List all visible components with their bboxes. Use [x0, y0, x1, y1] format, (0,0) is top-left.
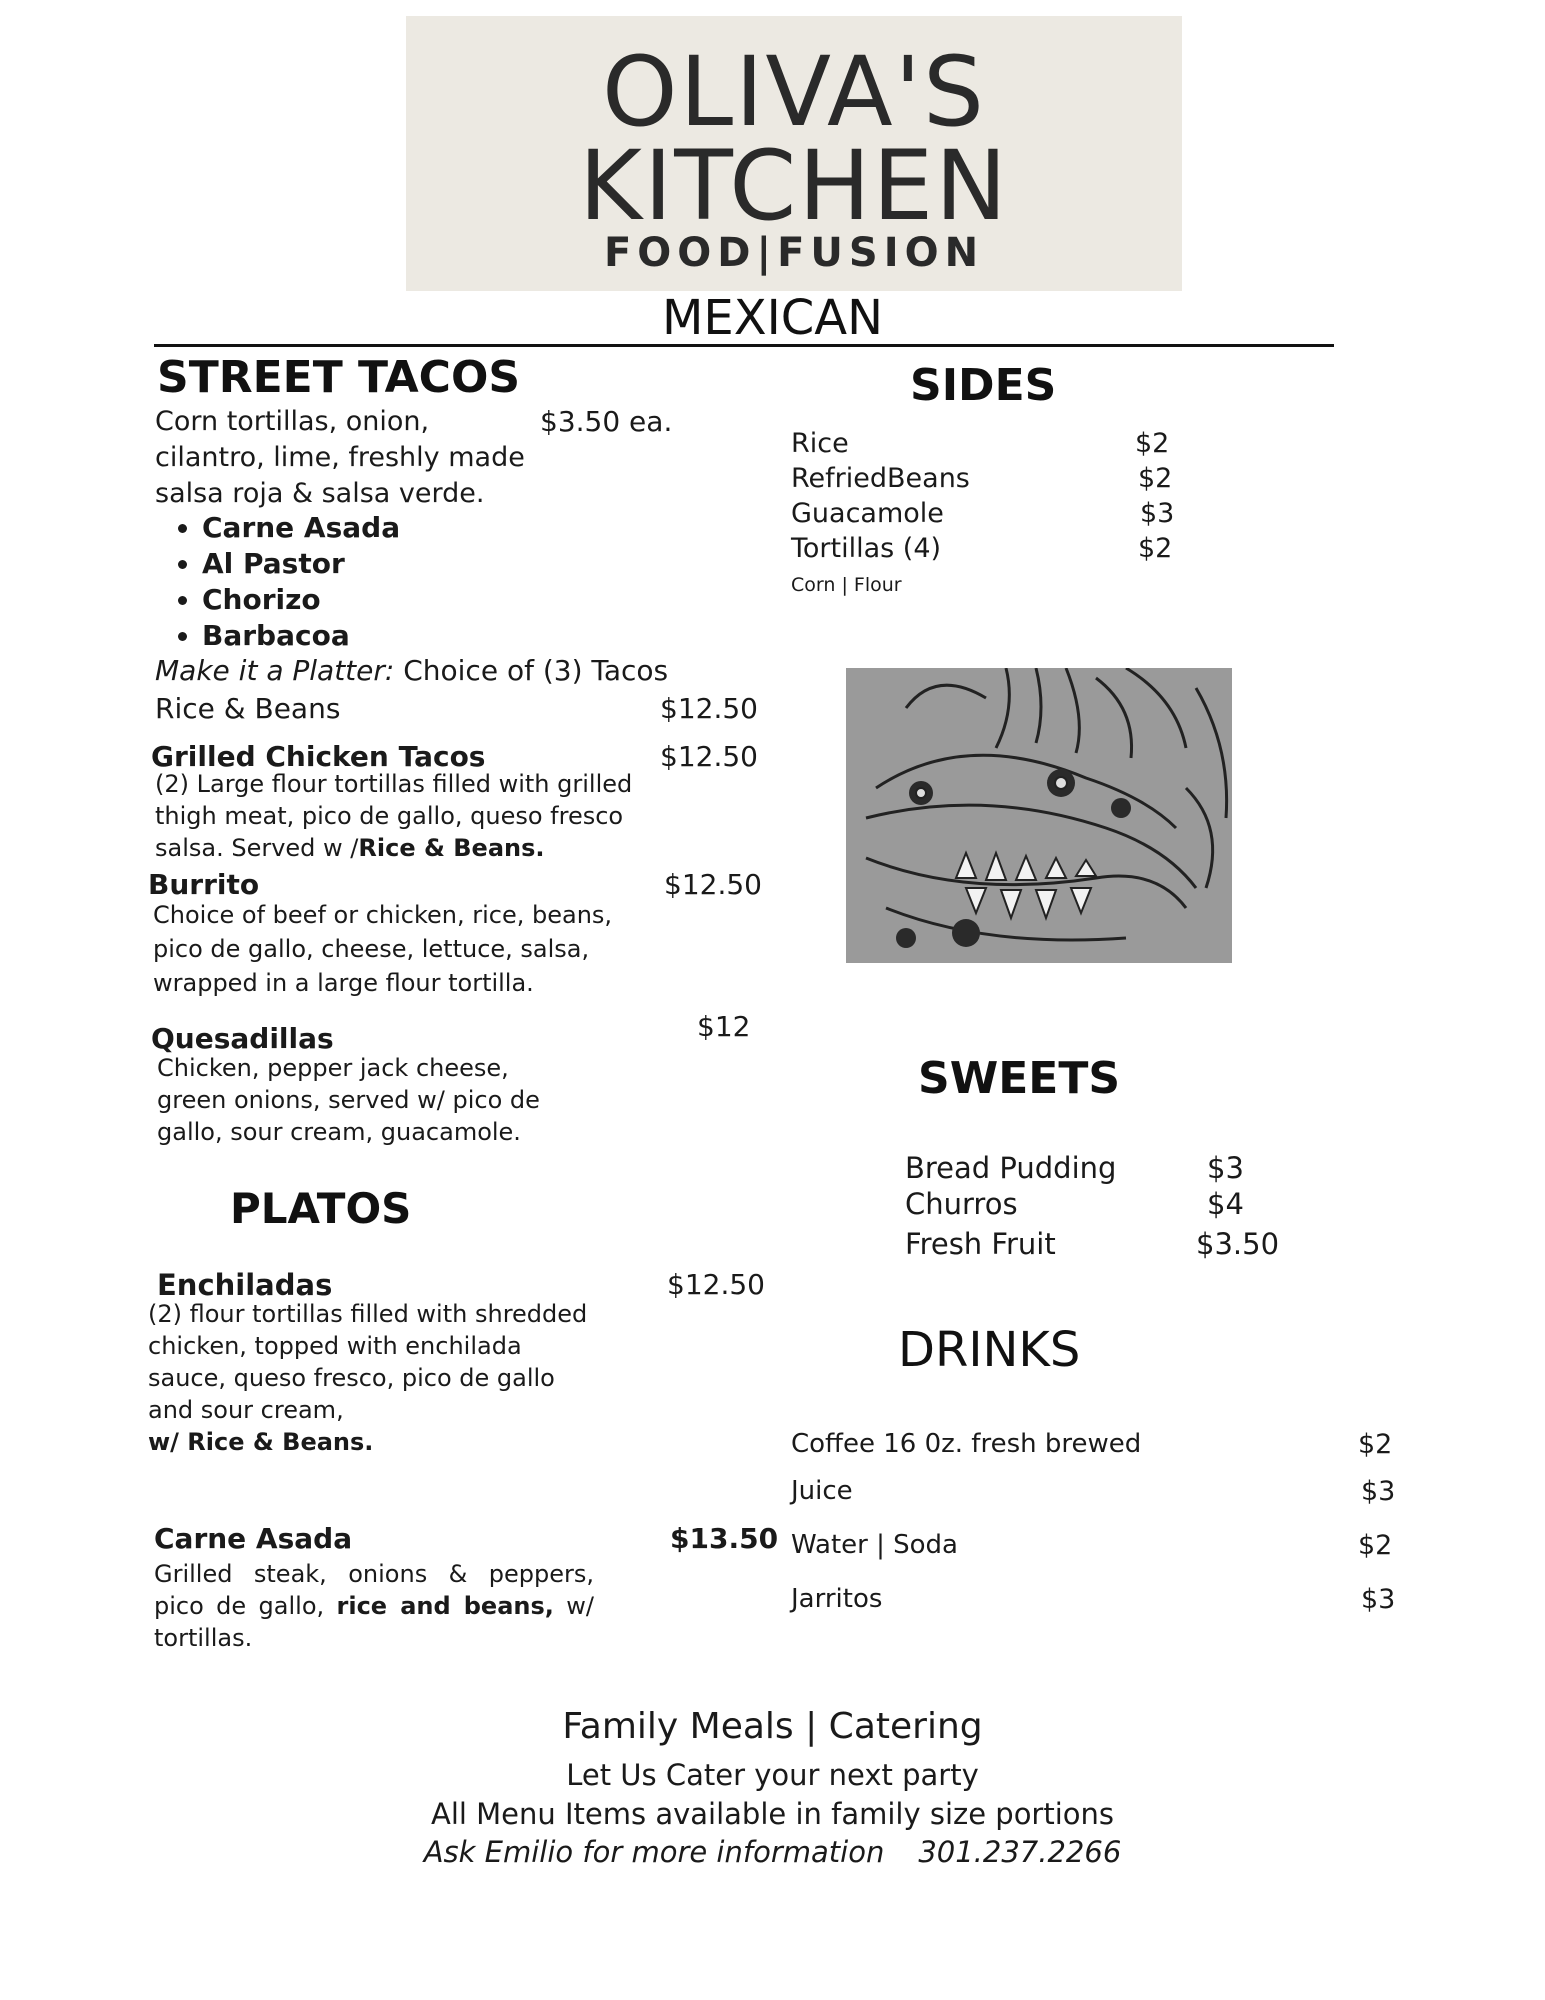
sweet-price: $3 — [1207, 1151, 1244, 1185]
platos-heading: PLATOS — [230, 1184, 412, 1233]
catering-line-2: All Menu Items available in family size portions — [430, 1797, 1115, 1831]
catering-title: Family Meals | Catering — [562, 1706, 983, 1747]
sweet-price: $3.50 — [1196, 1227, 1280, 1261]
title-divider — [154, 344, 1334, 347]
description-line: gallo, sour cream, guacamole. — [157, 1118, 521, 1146]
description-line: (2) Large flour tortillas filled with grilled — [155, 770, 633, 798]
cuisine-title: MEXICAN — [661, 290, 884, 346]
logo-tagline: FOOD|FUSION — [603, 230, 985, 276]
contact-text: Ask Emilio for more information — [423, 1835, 885, 1869]
description-line: green onions, served w/ pico de — [157, 1086, 540, 1114]
serpent-drawing — [846, 668, 1232, 963]
description-line: and sour cream, — [148, 1396, 344, 1424]
tortilla-options-note: Corn | Flour — [791, 574, 902, 596]
carne-asada-plato-description — [154, 1558, 594, 1654]
description-line — [155, 832, 675, 864]
description-line: (2) flour tortillas filled with shredded — [148, 1300, 588, 1328]
enchiladas-name: Enchiladas — [157, 1268, 333, 1302]
sweet-name: Bread Pudding — [905, 1151, 1117, 1185]
logo-line-2: KITCHEN — [579, 130, 1009, 242]
platter-option — [155, 654, 668, 687]
quesadillas-price: $12 — [697, 1010, 751, 1043]
grilled-chicken-tacos-price: $12.50 — [660, 740, 758, 773]
description-line: pico de gallo, cheese, lettuce, salsa, — [153, 935, 590, 963]
description-line: thigh meat, pico de gallo, queso fresco — [155, 802, 624, 830]
description-line: wrapped in a large flour tortilla. — [153, 969, 534, 997]
description-bold: rice and beans, — [336, 1592, 554, 1620]
drink-price: $2 — [1358, 1530, 1393, 1561]
description-line: tortillas. — [154, 1624, 253, 1652]
description-text: pico de gallo, — [154, 1592, 337, 1620]
description-line: Grilled steak, onions & peppers, — [154, 1560, 594, 1588]
platter-text: Choice of (3) Tacos — [394, 654, 669, 687]
list-item: • Barbacoa — [202, 618, 400, 654]
description-line: sauce, queso fresco, pico de gallo — [148, 1364, 555, 1392]
sweet-name: Fresh Fruit — [905, 1227, 1056, 1261]
grilled-chicken-tacos-description — [155, 768, 675, 864]
side-name: RefriedBeans — [791, 463, 970, 494]
platter-price: $12.50 — [660, 692, 758, 725]
grilled-chicken-tacos-name: Grilled Chicken Tacos — [151, 740, 486, 773]
drink-name: Jarritos — [791, 1584, 883, 1614]
restaurant-logo — [406, 16, 1182, 291]
drinks-heading: DRINKS — [898, 1322, 1081, 1378]
list-item: • Chorizo — [202, 582, 400, 618]
description-bold: Rice & Beans. — [358, 834, 545, 862]
description-text: salsa. Served w / — [155, 834, 359, 862]
side-name: Guacamole — [791, 498, 944, 529]
quesadillas-description — [157, 1052, 577, 1148]
street-tacos-desc-line: Corn tortillas, onion, — [155, 406, 430, 437]
enchiladas-description — [148, 1298, 628, 1458]
burrito-price: $12.50 — [664, 868, 762, 901]
drink-price: $2 — [1358, 1429, 1393, 1460]
description-line: Choice of beef or chicken, rice, beans, — [153, 901, 613, 929]
side-name: Rice — [791, 428, 849, 459]
description-line: chicken, topped with enchilada — [148, 1332, 522, 1360]
catering-line-1: Let Us Cater your next party — [566, 1758, 979, 1792]
burrito-description — [153, 898, 653, 1000]
list-item: • Carne Asada — [202, 510, 400, 546]
street-tacos-desc-line: salsa roja & salsa verde. — [155, 478, 485, 509]
description-text: w/ — [553, 1592, 594, 1620]
quesadillas-name: Quesadillas — [151, 1022, 334, 1055]
street-tacos-heading: STREET TACOS — [157, 352, 521, 403]
sweet-price: $4 — [1207, 1187, 1244, 1221]
side-price: $2 — [1135, 428, 1170, 459]
list-item: • Al Pastor — [202, 546, 400, 582]
platter-rice-beans: Rice & Beans — [155, 692, 341, 725]
taco-fillings-list — [152, 510, 400, 654]
phone-number: 301.237.2266 — [918, 1835, 1122, 1869]
side-price: $2 — [1138, 533, 1173, 564]
carne-asada-plato-price: $13.50 — [670, 1522, 779, 1555]
drink-name: Juice — [791, 1476, 853, 1506]
drink-name: Coffee 16 0z. fresh brewed — [791, 1429, 1142, 1459]
sides-heading: SIDES — [910, 360, 1057, 411]
street-tacos-description — [155, 404, 595, 512]
description-line: Chicken, pepper jack cheese, — [157, 1054, 509, 1082]
description-line — [154, 1590, 594, 1622]
aztec-serpent-image — [846, 668, 1232, 963]
platter-label: Make it a Platter: — [155, 654, 395, 687]
description-bold: w/ Rice & Beans. — [148, 1428, 374, 1456]
drink-name: Water | Soda — [791, 1530, 958, 1560]
carne-asada-plato-name: Carne Asada — [154, 1522, 353, 1555]
drink-price: $3 — [1361, 1584, 1396, 1615]
sweet-name: Churros — [905, 1187, 1018, 1221]
enchiladas-price: $12.50 — [667, 1268, 765, 1301]
side-price: $3 — [1140, 498, 1175, 529]
sweets-heading: SWEETS — [918, 1053, 1121, 1104]
side-name: Tortillas (4) — [791, 533, 942, 564]
burrito-name: Burrito — [148, 868, 260, 901]
catering-contact — [0, 1835, 1545, 1869]
street-tacos-desc-line: cilantro, lime, freshly made — [155, 442, 525, 473]
street-tacos-price: $3.50 ea. — [540, 405, 673, 438]
logo-line-1: OLIVA'S — [602, 36, 986, 148]
drink-price: $3 — [1361, 1476, 1396, 1507]
side-price: $2 — [1138, 463, 1173, 494]
